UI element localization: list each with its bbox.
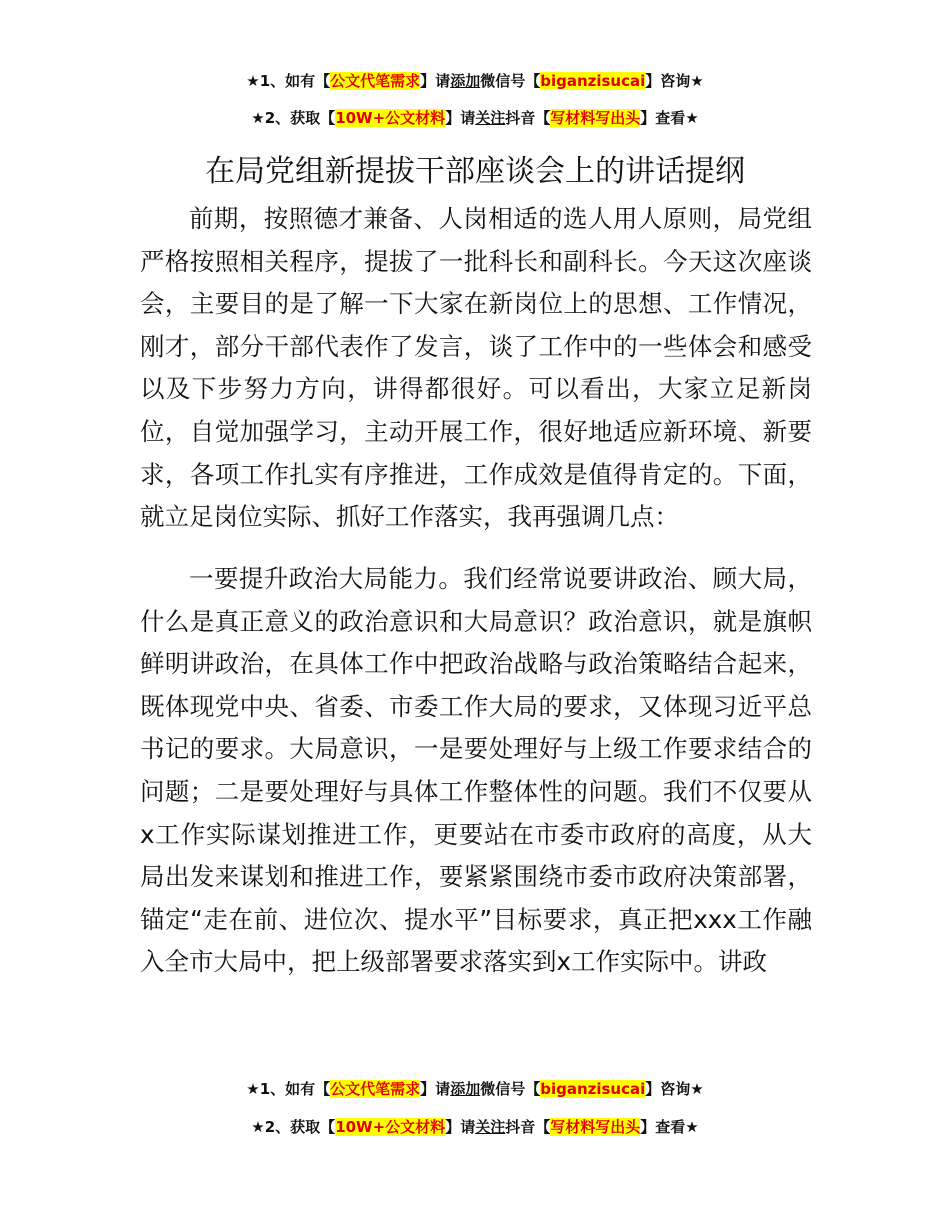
header-banner-line-2: [0, 107, 950, 128]
banner-suffix: 】查看★: [640, 109, 699, 127]
banner-suffix: 】查看★: [640, 1118, 699, 1136]
banner-text: 】请: [445, 109, 476, 127]
banner-highlight: 10W+公文材料: [335, 109, 446, 127]
banner-text: 】请: [420, 1080, 451, 1098]
banner-highlight: 10W+公文材料: [335, 1118, 446, 1136]
document-title: 在局党组新提拔干部座谈会上的讲话提纲: [205, 154, 745, 189]
banner-text: 】请: [420, 72, 451, 90]
banner-text: 抖音【: [505, 1118, 551, 1136]
banner-prefix: ★2、获取【: [251, 1118, 336, 1136]
banner-highlight: 写材料写出头: [550, 1118, 641, 1136]
banner-emphasis: 关注: [475, 109, 506, 127]
body-paragraph-1: 前期，按照德才兼备、人岗相适的选人用人原则，局党组严格按照相关程序，提拔了一批科长和副科长。今天这次座谈会，主要目的是了解一下大家在新岗位上的思想、工作情况，刚才，部分干部代表作了发言，谈了工作中的一些体会和感受以及下步努力方向，讲得都很好。可以看出，大家立足新岗位，自觉加强学习，主动开展工作，很好地适应新环境、新要求，各项工作扎实有序推进，工作成效是值得肯定的。下面，就立足岗位实际、抓好工作落实，我再强调几点：: [140, 204, 812, 532]
banner-emphasis: 关注: [475, 1118, 506, 1136]
banner-highlight: biganzisucai: [540, 1080, 646, 1098]
footer-banner-line-2: [0, 1116, 950, 1137]
banner-text: 抖音【: [505, 109, 551, 127]
banner-highlight: 公文代笔需求: [330, 72, 421, 90]
banner-highlight: 写材料写出头: [550, 109, 641, 127]
banner-highlight: biganzisucai: [540, 72, 646, 90]
banner-prefix: ★2、获取【: [251, 109, 336, 127]
banner-suffix: 】咨询★: [645, 1080, 704, 1098]
header-banner-line-1: [0, 70, 950, 91]
body-paragraph-2: 一要提升政治大局能力。我们经常说要讲政治、顾大局，什么是真正意义的政治意识和大局意识？政治意识，就是旗帜鲜明讲政治，在具体工作中把政治战略与政治策略结合起来，既体现党中央、省委、市委工作大局的要求，又体现习近平总书记的要求。大局意识，一是要处理好与上级工作要求结合的问题；二是要处理好与具体工作整体性的问题。我们不仅要从x工作实际谋划推进工作，更要站在市委市政府的高度，从大局出发来谋划和推进工作，要紧紧围绕市委市政府决策部署，锚定“走在前、进位次、提水平”目标要求，真正把xxx工作融入全市大局中，把上级部署要求落实到x工作实际中。讲政: [140, 564, 812, 977]
footer-banner-line-1: [0, 1078, 950, 1099]
banner-emphasis: 添加: [450, 1080, 481, 1098]
banner-emphasis: 添加: [450, 72, 481, 90]
banner-text: 微信号【: [480, 1080, 541, 1098]
banner-text: 微信号【: [480, 72, 541, 90]
banner-prefix: ★1、如有【: [246, 72, 331, 90]
banner-suffix: 】咨询★: [645, 72, 704, 90]
banner-text: 】请: [445, 1118, 476, 1136]
banner-prefix: ★1、如有【: [246, 1080, 331, 1098]
banner-highlight: 公文代笔需求: [330, 1080, 421, 1098]
